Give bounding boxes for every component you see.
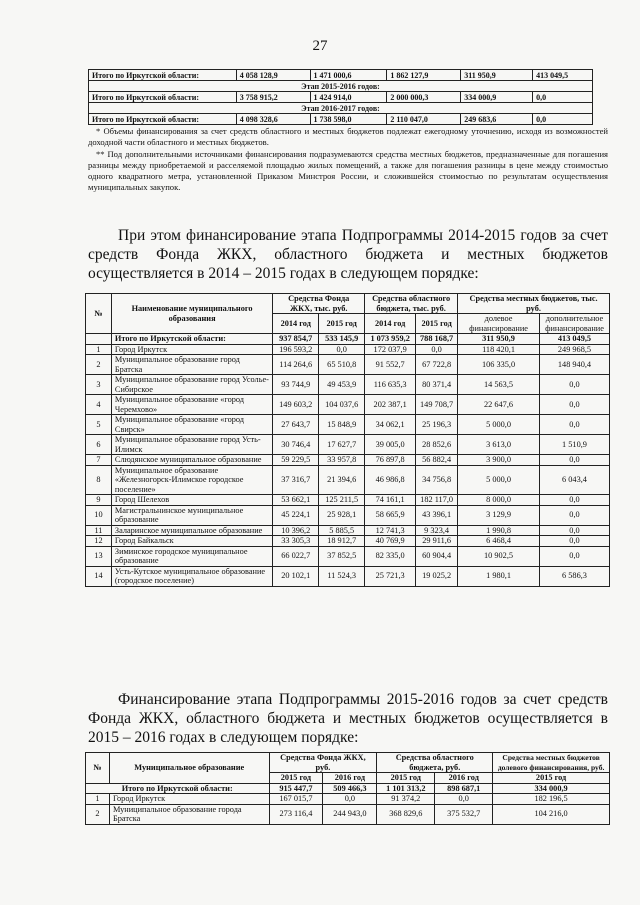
header-no: №: [86, 753, 110, 784]
row-number: 8: [86, 465, 112, 495]
cell-value: 915 447,7: [269, 783, 323, 794]
cell-value: 91 374,2: [377, 794, 435, 805]
table-row: [86, 525, 610, 536]
cell-value: 5 885,5: [319, 525, 365, 536]
cell-value: 9 323,4: [416, 525, 458, 536]
row-label: Итого по Иркутской области:: [89, 70, 237, 81]
municipality-name: Зиминское городское муниципальное образование: [111, 546, 272, 566]
cell-value: 49 453,9: [319, 375, 365, 395]
cell-value: 0,0: [533, 114, 593, 125]
municipality-name: Залаpинское муниципальное образование: [111, 525, 272, 536]
cell-value: 39 005,0: [365, 435, 416, 455]
cell-value: 0,0: [416, 344, 458, 355]
cell-value: 182 117,0: [416, 495, 458, 506]
cell-value: 0,0: [435, 794, 493, 805]
cell-value: 125 211,5: [319, 495, 365, 506]
table-row: [86, 375, 610, 395]
page-number: 27: [312, 38, 328, 54]
cell-value: 118 420,1: [458, 344, 540, 355]
cell-value: 533 145,9: [319, 334, 365, 345]
cell-value: 202 387,1: [365, 395, 416, 415]
cell-value: 58 665,9: [365, 505, 416, 525]
total-label: Итого по Иркутской области:: [111, 334, 272, 345]
municipality-name: Город Шелехов: [111, 495, 272, 506]
cell-value: 5 000,0: [458, 415, 540, 435]
total-label: Итого по Иркутской области:: [86, 783, 270, 794]
row-number: 13: [86, 546, 112, 566]
cell-value: 34 062,1: [365, 415, 416, 435]
stage-row: [89, 103, 593, 114]
row-number: 12: [86, 536, 112, 547]
cell-value: 17 627,7: [319, 435, 365, 455]
cell-value: 14 563,5: [458, 375, 540, 395]
cell-value: 2 000 000,3: [387, 92, 461, 103]
stage-row: [89, 81, 593, 92]
footnote: ** Под дополнительными источниками финансирования подразумеваются средства местных бюджетов, предназначенные для погашения разницы между приобретаемой и расселяемой площадью жилых помещений, а также для погашения разницы в цене между стоимостью одного квадратного метра, установленной Приказом Минстроя России, и сложившейся стоимостью по результатам осуществления муниципальных закупок.: [88, 148, 608, 193]
header-fund: Средства Фонда ЖКХ, тыс. руб.: [273, 294, 365, 314]
cell-value: 8 000,0: [458, 495, 540, 506]
header-fund: Средства Фонда ЖКХ, руб.: [269, 753, 377, 773]
row-number: 11: [86, 525, 112, 536]
cell-value: 3 129,9: [458, 505, 540, 525]
municipality-name: Город Иркутск: [111, 344, 272, 355]
cell-value: 375 532,7: [435, 804, 493, 824]
row-number: 6: [86, 435, 112, 455]
header-obl: Средства областного бюджета, тыс. руб.: [365, 294, 458, 314]
footnotes: [88, 126, 608, 194]
table-row: [89, 114, 593, 125]
cell-value: 67 722,8: [416, 355, 458, 375]
total-row: [86, 334, 610, 345]
cell-value: 3 900,0: [458, 455, 540, 466]
cell-value: 114 264,6: [273, 355, 319, 375]
cell-value: 6 468,4: [458, 536, 540, 547]
row-label: Итого по Иркутской области:: [89, 92, 237, 103]
cell-value: 3 613,0: [458, 435, 540, 455]
table-row: [86, 455, 610, 466]
row-number: 3: [86, 375, 112, 395]
cell-value: 0,0: [539, 415, 609, 435]
footnote: * Объемы финансирования за счет средств областного и местных бюджетов подлежат ежегодному уточнению, исходя из возможностей доходной части областного и местных бюджетов.: [88, 126, 608, 148]
municipality-name: Муниципальное образование «город Черемхово»: [111, 395, 272, 415]
cell-value: 3 758 915,2: [236, 92, 310, 103]
table-row: [86, 395, 610, 415]
table-row: [86, 355, 610, 375]
cell-value: 937 854,7: [273, 334, 319, 345]
municipality-name: Муниципальное образование «город Свирск»: [111, 415, 272, 435]
cell-value: 18 912,7: [319, 536, 365, 547]
paragraph: Финансирование этапа Подпрограммы 2015-2016 годов за счет средств Фонда ЖКХ, областного бюджета и местных бюджетов осуществляется в 2015 – 2016 годах в следующем порядке:: [88, 691, 608, 746]
summary-table: [88, 69, 593, 125]
row-number: 2: [86, 355, 112, 375]
row-number: 9: [86, 495, 112, 506]
cell-value: 0,0: [539, 455, 609, 466]
table-row: [86, 505, 610, 525]
cell-value: 334 000,9: [493, 783, 610, 794]
cell-value: 80 371,4: [416, 375, 458, 395]
cell-value: 167 015,7: [269, 794, 323, 805]
municipality-name: Муниципальное образование «Железногорск-Илимское городское поселение»: [111, 465, 272, 495]
header-additional: дополнительное финансирование: [539, 314, 609, 334]
cell-value: 898 687,1: [435, 783, 493, 794]
cell-value: 196 593,2: [273, 344, 319, 355]
row-number: 14: [86, 566, 112, 586]
cell-value: 0,0: [539, 395, 609, 415]
cell-value: 249 968,5: [539, 344, 609, 355]
cell-value: 33 957,8: [319, 455, 365, 466]
header-year: 2015 год: [269, 773, 323, 784]
cell-value: 27 643,7: [273, 415, 319, 435]
cell-value: 106 335,0: [458, 355, 540, 375]
municipality-name: Муниципальное образование город Усть-Илимск: [111, 435, 272, 455]
table-row: [86, 415, 610, 435]
cell-value: 56 882,4: [416, 455, 458, 466]
cell-value: 82 335,0: [365, 546, 416, 566]
cell-value: 4 058 128,9: [236, 70, 310, 81]
cell-value: 66 022,7: [273, 546, 319, 566]
cell-value: 0,0: [323, 794, 377, 805]
cell-value: 413 049,5: [533, 70, 593, 81]
header-obl: Средства областного бюджета, руб.: [377, 753, 493, 773]
municipality-name: Город Иркутск: [109, 794, 269, 805]
cell-value: 11 524,3: [319, 566, 365, 586]
cell-value: 149 603,2: [273, 395, 319, 415]
table-row: [89, 92, 593, 103]
row-label: Итого по Иркутской области:: [89, 114, 237, 125]
cell-value: 172 037,9: [365, 344, 416, 355]
cell-value: 311 950,9: [461, 70, 533, 81]
cell-value: 1 424 914,0: [310, 92, 387, 103]
cell-value: 104 216,0: [493, 804, 610, 824]
header-share: долевое финансирование: [458, 314, 540, 334]
municipality-name: Магистральнинское муниципальное образование: [111, 505, 272, 525]
cell-value: 1 980,1: [458, 566, 540, 586]
cell-value: 37 852,5: [319, 546, 365, 566]
cell-value: 1 510,9: [539, 435, 609, 455]
cell-value: 22 647,6: [458, 395, 540, 415]
cell-value: 33 305,3: [273, 536, 319, 547]
header-year: 2016 год: [323, 773, 377, 784]
cell-value: 20 102,1: [273, 566, 319, 586]
cell-value: 59 229,5: [273, 455, 319, 466]
cell-value: 1 471 000,6: [310, 70, 387, 81]
cell-value: 25 196,3: [416, 415, 458, 435]
table-row: [86, 794, 610, 805]
row-number: 10: [86, 505, 112, 525]
municipality-name: Муниципальное образование города Братска: [109, 804, 269, 824]
header-name: Муниципальное образование: [109, 753, 269, 784]
cell-value: 28 852,6: [416, 435, 458, 455]
cell-value: 509 466,3: [323, 783, 377, 794]
header-local: Средства местных бюджетов, тыс. руб.: [458, 294, 610, 314]
municipality-name: Муниципальное образование город Братска: [111, 355, 272, 375]
cell-value: 368 829,6: [377, 804, 435, 824]
cell-value: 149 708,7: [416, 395, 458, 415]
cell-value: 43 396,1: [416, 505, 458, 525]
cell-value: 413 049,5: [539, 334, 609, 345]
cell-value: 2 110 047,0: [387, 114, 461, 125]
header-year: 2014 год: [365, 314, 416, 334]
table-row: [86, 435, 610, 455]
cell-value: 0,0: [539, 525, 609, 536]
total-row: [86, 783, 610, 794]
cell-value: 74 161,1: [365, 495, 416, 506]
cell-value: 37 316,7: [273, 465, 319, 495]
header-year: 2015 год: [493, 773, 610, 784]
cell-value: 334 000,9: [461, 92, 533, 103]
cell-value: 0,0: [533, 92, 593, 103]
cell-value: 0,0: [539, 495, 609, 506]
paragraph: При этом финансирование этапа Подпрограммы 2014-2015 годов за счет средств Фонда ЖКХ, областного бюджета и местных бюджетов осуществляется в 2014 – 2015 годах в следующем порядке:: [88, 227, 608, 282]
financing-table-2014-2015: [85, 293, 610, 587]
table-row: [86, 546, 610, 566]
cell-value: 21 394,6: [319, 465, 365, 495]
cell-value: 116 635,3: [365, 375, 416, 395]
cell-value: 53 662,1: [273, 495, 319, 506]
row-number: 1: [86, 344, 112, 355]
row-number: 5: [86, 415, 112, 435]
cell-value: 6 043,4: [539, 465, 609, 495]
table-row: [86, 495, 610, 506]
header-year: 2015 год: [319, 314, 365, 334]
cell-value: 104 037,6: [319, 395, 365, 415]
header-year: 2014 год: [273, 314, 319, 334]
cell-value: 76 897,8: [365, 455, 416, 466]
header-year: 2015 год: [377, 773, 435, 784]
municipality-name: Слюдянское муниципальное образование: [111, 455, 272, 466]
cell-value: 0,0: [539, 536, 609, 547]
table-row: [89, 70, 593, 81]
cell-value: 1 738 598,0: [310, 114, 387, 125]
cell-value: 0,0: [319, 344, 365, 355]
cell-value: 6 586,3: [539, 566, 609, 586]
cell-value: 244 943,0: [323, 804, 377, 824]
table-row: [86, 465, 610, 495]
cell-value: 0,0: [539, 505, 609, 525]
cell-value: 25 721,3: [365, 566, 416, 586]
cell-value: 60 904,4: [416, 546, 458, 566]
table-row: [86, 344, 610, 355]
cell-value: 40 769,9: [365, 536, 416, 547]
stage-label: Этап 2016-2017 годов:: [89, 103, 593, 114]
municipality-name: Город Байкальск: [111, 536, 272, 547]
cell-value: 273 116,4: [269, 804, 323, 824]
row-number: 2: [86, 804, 110, 824]
cell-value: 1 990,8: [458, 525, 540, 536]
municipality-name: Муниципальное образование город Усолье-Сибирское: [111, 375, 272, 395]
table-row: [86, 566, 610, 586]
cell-value: 1 073 959,2: [365, 334, 416, 345]
financing-table-2015-2016: [85, 752, 610, 825]
cell-value: 0,0: [539, 375, 609, 395]
cell-value: 29 911,6: [416, 536, 458, 547]
cell-value: 10 396,2: [273, 525, 319, 536]
row-number: 1: [86, 794, 110, 805]
cell-value: 5 000,0: [458, 465, 540, 495]
cell-value: 0,0: [539, 546, 609, 566]
cell-value: 4 098 328,6: [236, 114, 310, 125]
table-row: [86, 804, 610, 824]
header-year: 2015 год: [416, 314, 458, 334]
header-year: 2016 год: [435, 773, 493, 784]
cell-value: 46 986,8: [365, 465, 416, 495]
municipality-name: Усть-Кутское муниципальное образование (городское поселение): [111, 566, 272, 586]
cell-value: 10 902,5: [458, 546, 540, 566]
cell-value: 249 683,6: [461, 114, 533, 125]
cell-value: 19 025,2: [416, 566, 458, 586]
stage-label: Этап 2015-2016 годов:: [89, 81, 593, 92]
cell-value: 45 224,1: [273, 505, 319, 525]
cell-value: 12 741,3: [365, 525, 416, 536]
cell-value: 788 168,7: [416, 334, 458, 345]
cell-value: 34 756,8: [416, 465, 458, 495]
cell-value: 93 744,9: [273, 375, 319, 395]
cell-value: 15 848,9: [319, 415, 365, 435]
cell-value: 91 552,7: [365, 355, 416, 375]
cell-value: 1 101 313,2: [377, 783, 435, 794]
table-row: [86, 536, 610, 547]
cell-value: 148 940,4: [539, 355, 609, 375]
row-number: 4: [86, 395, 112, 415]
row-number: 7: [86, 455, 112, 466]
cell-value: 30 746,4: [273, 435, 319, 455]
cell-value: 1 862 127,9: [387, 70, 461, 81]
header-local: Средства местных бюджетов долевого финансирования, руб.: [493, 753, 610, 773]
cell-value: 311 950,9: [458, 334, 540, 345]
cell-value: 25 928,1: [319, 505, 365, 525]
header-name: Наименование муниципального образования: [111, 294, 272, 334]
header-no: №: [86, 294, 112, 334]
cell-value: 65 510,8: [319, 355, 365, 375]
cell-value: 182 196,5: [493, 794, 610, 805]
